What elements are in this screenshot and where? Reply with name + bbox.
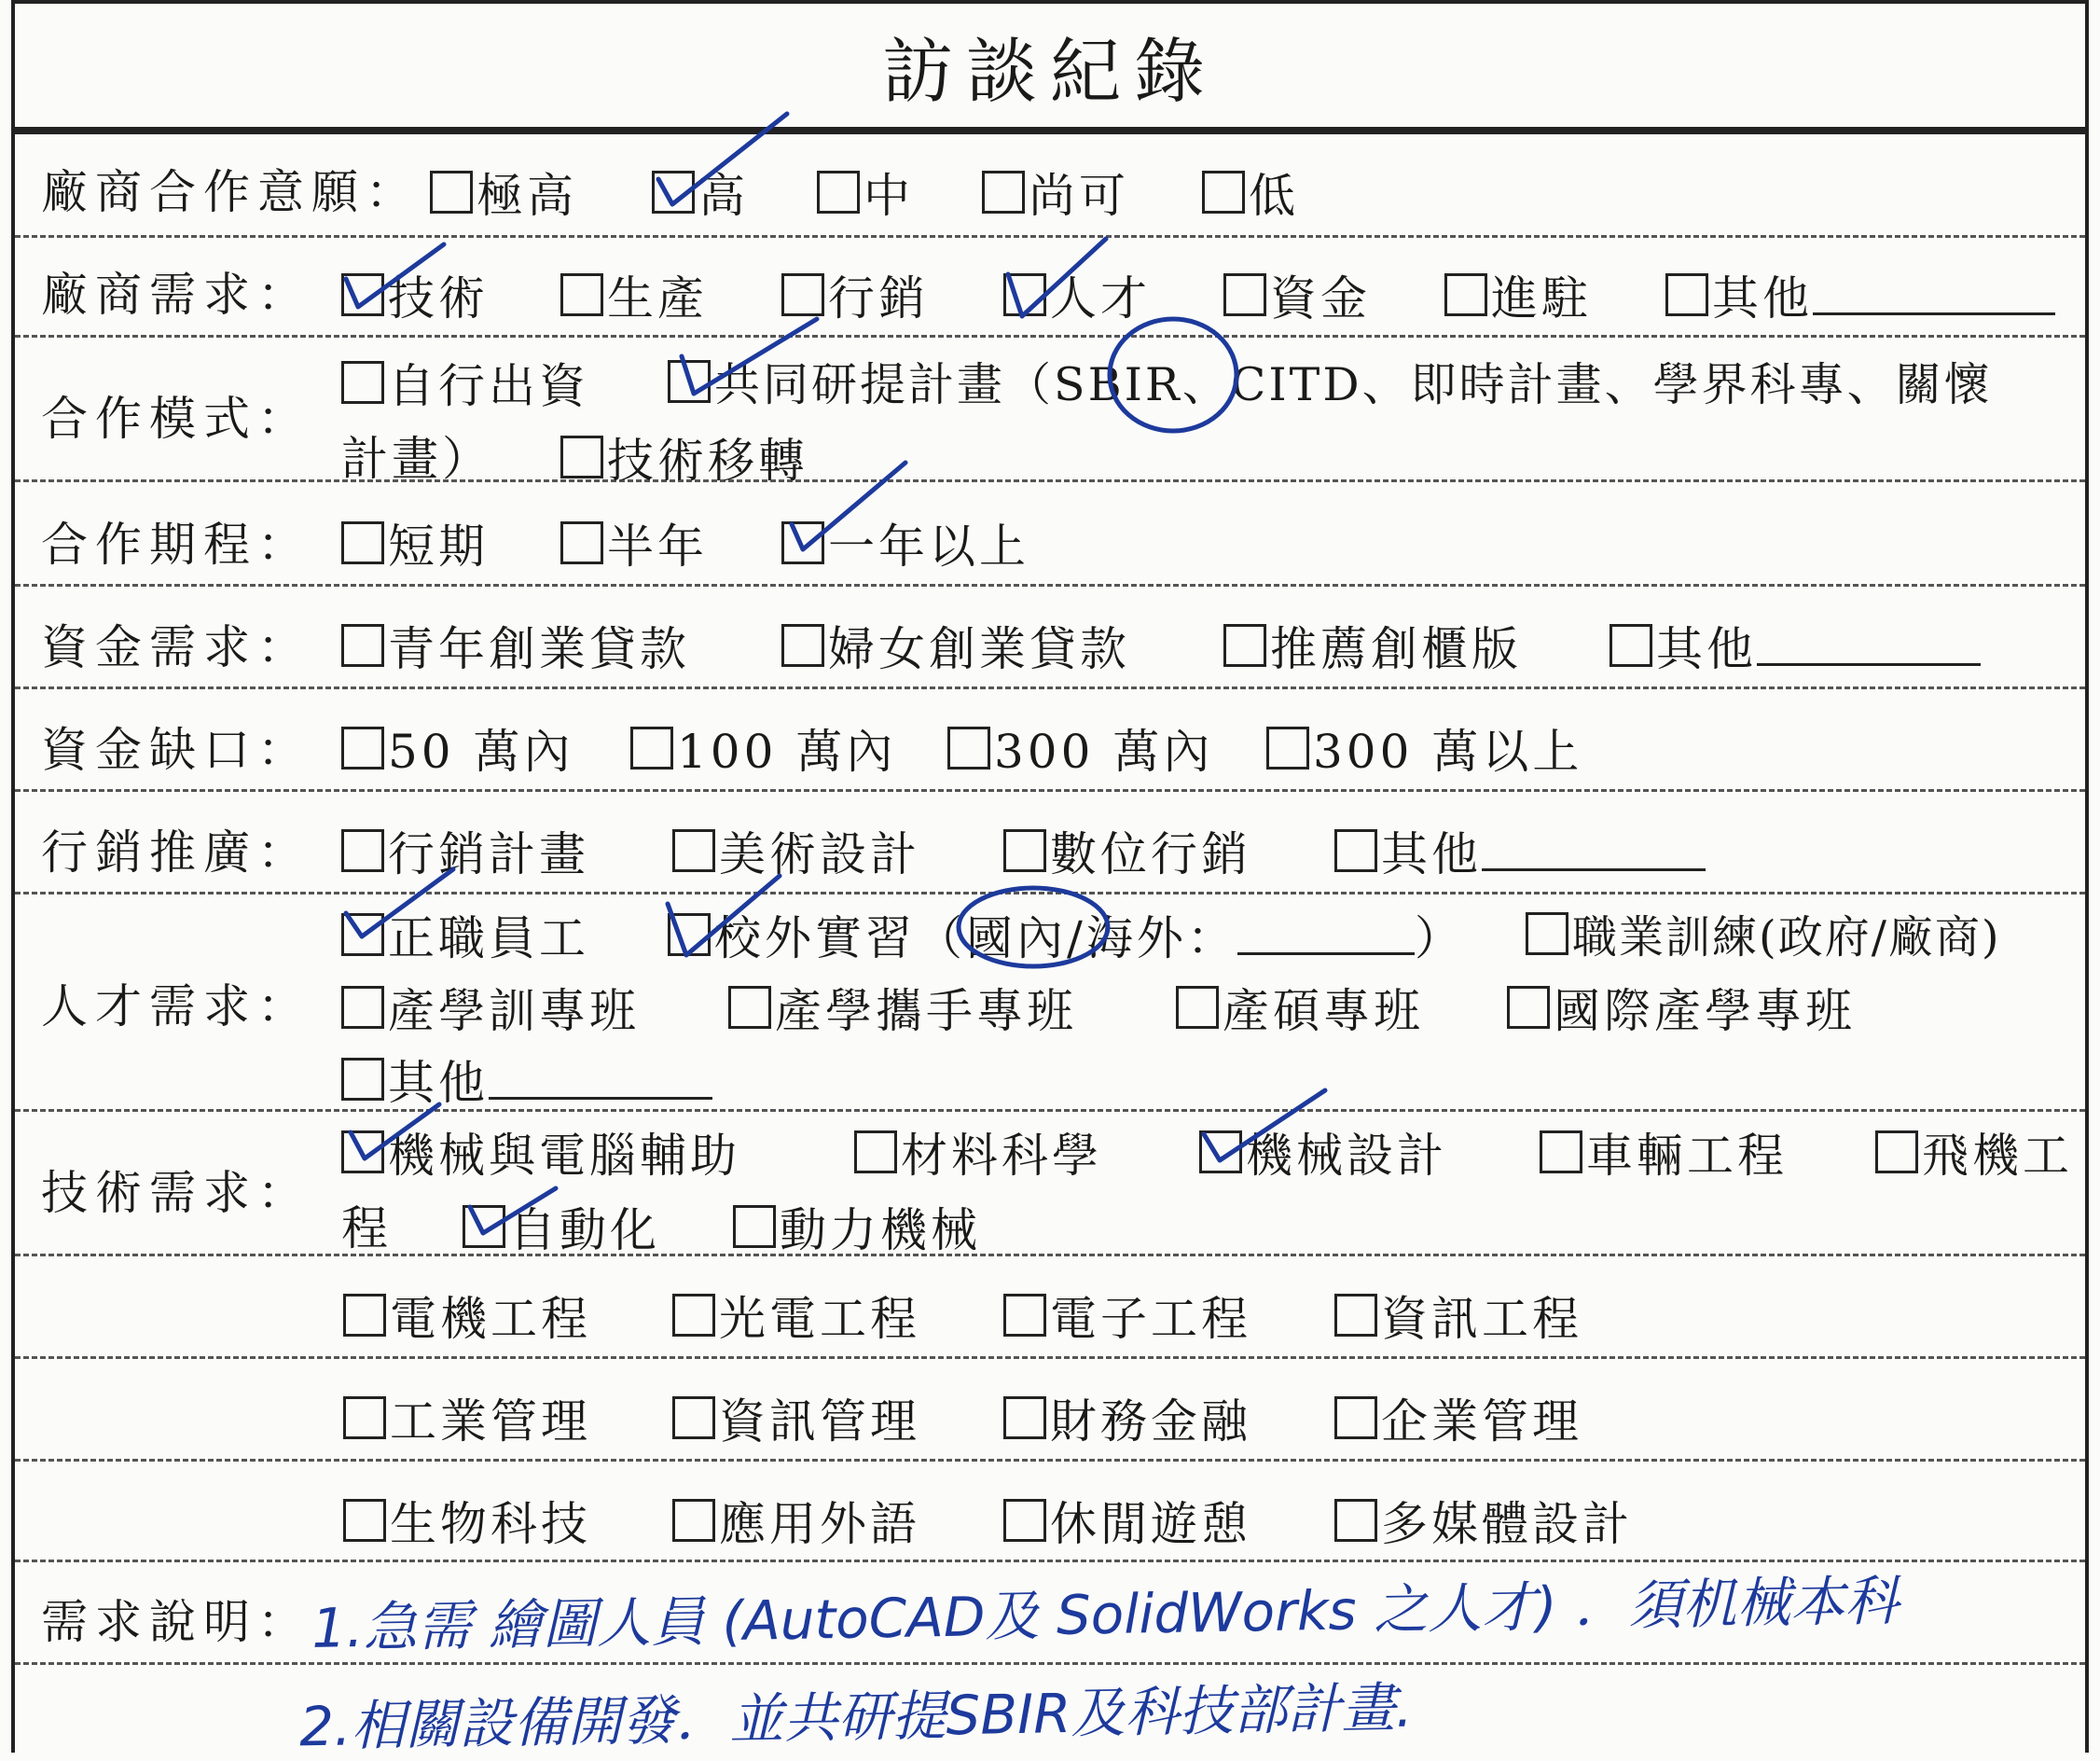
checkbox[interactable] xyxy=(1266,727,1309,770)
option-industry-academia-class[interactable]: 產學訓專班 xyxy=(341,974,640,1041)
checkbox[interactable] xyxy=(560,521,603,564)
checkbox[interactable] xyxy=(341,521,384,564)
checkbox[interactable] xyxy=(1176,986,1219,1029)
option-low[interactable]: 低 xyxy=(1202,159,1299,226)
checkbox[interactable] xyxy=(1334,1499,1377,1542)
option-fair[interactable]: 尚可 xyxy=(982,159,1129,226)
checkbox[interactable] xyxy=(341,829,384,872)
checkbox[interactable] xyxy=(341,986,384,1029)
checkbox[interactable] xyxy=(781,521,824,564)
checkbox[interactable] xyxy=(1003,829,1046,872)
checkbox[interactable] xyxy=(343,1396,386,1439)
divider xyxy=(15,584,2085,587)
checkbox[interactable] xyxy=(1540,1130,1582,1173)
option-recommend-gisa[interactable]: 推薦創櫃版 xyxy=(1223,612,1522,679)
option-mech-design[interactable]: 機械設計 xyxy=(1199,1118,1447,1186)
checkbox[interactable] xyxy=(672,829,715,872)
checkbox[interactable] xyxy=(560,436,603,478)
option-production[interactable]: 生產 xyxy=(560,261,708,328)
joint-proposal-continuation: 計畫） xyxy=(341,432,492,486)
option-electronics[interactable]: 電子工程 xyxy=(1003,1282,1251,1349)
option-high[interactable]: 高 xyxy=(652,159,749,226)
divider xyxy=(15,1356,2085,1359)
title-band xyxy=(15,4,2085,134)
checkbox[interactable] xyxy=(1202,171,1245,214)
divider xyxy=(15,789,2085,792)
checkbox[interactable] xyxy=(1444,273,1487,316)
divider xyxy=(15,892,2085,894)
checkbox[interactable] xyxy=(781,624,824,667)
option-marketing-plan[interactable]: 行銷計畫 xyxy=(341,817,589,884)
option-mech-computer-aided[interactable]: 機械與電腦輔助 xyxy=(341,1118,740,1186)
checkbox[interactable] xyxy=(1334,1396,1377,1439)
option-international-class[interactable]: 國際產學專班 xyxy=(1507,974,1856,1041)
divider xyxy=(15,335,2085,338)
option-digital-marketing[interactable]: 數位行銷 xyxy=(1003,817,1251,884)
option-medium[interactable]: 中 xyxy=(817,159,914,226)
option-biotechnology[interactable]: 生物科技 xyxy=(343,1487,591,1554)
divider xyxy=(15,686,2085,689)
option-power-machinery[interactable]: 動力機械 xyxy=(733,1193,981,1260)
option-under-100[interactable]: 100 萬內 xyxy=(630,714,896,782)
option-self-funded[interactable]: 自行出資 xyxy=(341,349,589,416)
handwritten-note-line-1: 1.急需 繪圖人員 (AutoCAD及 SolidWorks 之人才) ．須机械本科 xyxy=(311,1569,1900,1660)
option-marketing-other[interactable]: 其他 xyxy=(1334,817,1706,884)
checkbox[interactable] xyxy=(1223,273,1266,316)
marketing-label: 行銷推廣： xyxy=(41,825,311,880)
divider xyxy=(15,1459,2085,1462)
option-aircraft-engineering[interactable]: 飛機工 xyxy=(1875,1118,2073,1186)
checkbox[interactable] xyxy=(341,273,384,316)
option-information-management[interactable]: 資訊管理 xyxy=(672,1384,920,1451)
option-art-design[interactable]: 美術設計 xyxy=(672,817,920,884)
checkbox[interactable] xyxy=(630,727,673,770)
checkbox[interactable] xyxy=(341,1130,384,1173)
checkbox[interactable] xyxy=(652,171,695,214)
checkbox[interactable] xyxy=(672,1499,715,1542)
checkbox[interactable] xyxy=(1003,1396,1046,1439)
willingness-label: 廠商合作意願： xyxy=(41,165,420,219)
option-very-high[interactable]: 極高 xyxy=(430,159,577,226)
checkbox[interactable] xyxy=(672,1294,715,1337)
option-business-management[interactable]: 企業管理 xyxy=(1334,1384,1582,1451)
option-youth-loan[interactable]: 青年創業貸款 xyxy=(341,612,690,679)
checkbox[interactable] xyxy=(341,1058,384,1101)
checkbox[interactable] xyxy=(1003,273,1046,316)
option-short-term[interactable]: 短期 xyxy=(341,509,489,576)
funding-label: 資金需求： xyxy=(41,620,311,674)
option-residency[interactable]: 進駐 xyxy=(1444,261,1592,328)
option-technology[interactable]: 技術 xyxy=(341,261,489,328)
option-applied-languages[interactable]: 應用外語 xyxy=(672,1487,920,1554)
checkbox[interactable] xyxy=(1199,1130,1242,1173)
checkbox[interactable] xyxy=(1875,1130,1918,1173)
option-joint-proposal[interactable]: 共同研提計畫（SBIR、CITD、即時計畫、學界科專、關懷 xyxy=(668,349,1993,414)
option-capital[interactable]: 資金 xyxy=(1223,261,1371,328)
option-marketing[interactable]: 行銷 xyxy=(781,261,929,328)
checkbox[interactable] xyxy=(341,624,384,667)
blank-line[interactable] xyxy=(1237,915,1415,955)
option-other[interactable]: 其他 xyxy=(1665,261,2055,328)
option-talent-other[interactable]: 其他 xyxy=(341,1046,712,1113)
checkbox[interactable] xyxy=(728,986,771,1029)
option-multimedia-design[interactable]: 多媒體設計 xyxy=(1334,1487,1633,1554)
aircraft-engineering-continuation: 程 xyxy=(341,1201,392,1255)
checkbox[interactable] xyxy=(781,273,824,316)
checkbox[interactable] xyxy=(430,171,473,214)
blank-line[interactable] xyxy=(489,1060,712,1100)
option-tech-transfer[interactable]: 技術移轉 xyxy=(560,423,808,491)
divider xyxy=(15,235,2085,238)
option-funding-other[interactable]: 其他 xyxy=(1610,612,1981,679)
checkbox[interactable] xyxy=(1610,624,1652,667)
checkbox[interactable] xyxy=(668,913,711,956)
checkbox[interactable] xyxy=(1334,1294,1377,1337)
checkbox[interactable] xyxy=(1003,1294,1046,1337)
blank-line[interactable] xyxy=(1482,831,1706,871)
checkbox[interactable] xyxy=(463,1205,505,1248)
needs-label: 廠商需求： xyxy=(41,268,311,322)
checkbox[interactable] xyxy=(341,913,384,956)
option-industrial-management[interactable]: 工業管理 xyxy=(343,1384,591,1451)
form-title: 訪談紀錄 xyxy=(882,29,1218,113)
checkbox[interactable] xyxy=(1334,829,1377,872)
checkbox[interactable] xyxy=(1665,273,1708,316)
checkbox[interactable] xyxy=(668,360,711,403)
checkbox[interactable] xyxy=(343,1499,386,1542)
checkbox[interactable] xyxy=(733,1205,776,1248)
option-vehicle-engineering[interactable]: 車輛工程 xyxy=(1540,1118,1788,1186)
mode-label: 合作模式： xyxy=(41,392,311,446)
checkbox[interactable] xyxy=(982,171,1025,214)
checkbox[interactable] xyxy=(560,273,603,316)
option-optoelectronics[interactable]: 光電工程 xyxy=(672,1282,920,1349)
option-materials-science[interactable]: 材料科學 xyxy=(854,1118,1102,1186)
option-internship[interactable]: 校外實習（國內/海外： ） xyxy=(668,901,1465,968)
checkbox[interactable] xyxy=(341,361,384,404)
option-vocational-training[interactable]: 職業訓練(政府/廠商) xyxy=(1526,901,2001,965)
option-under-300[interactable]: 300 萬內 xyxy=(947,714,1213,782)
blank-line[interactable] xyxy=(1757,626,1981,666)
option-cooperative-class[interactable]: 產學攜手專班 xyxy=(728,974,1077,1041)
divider xyxy=(15,1254,2085,1256)
checkbox[interactable] xyxy=(672,1396,715,1439)
tech-label: 技術需求： xyxy=(41,1166,311,1220)
checkbox[interactable] xyxy=(1507,986,1550,1029)
option-over-one-year[interactable]: 一年以上 xyxy=(781,509,1029,576)
option-finance[interactable]: 財務金融 xyxy=(1003,1384,1251,1451)
interview-form xyxy=(11,0,2089,1759)
talent-label: 人才需求： xyxy=(41,979,311,1033)
option-full-time[interactable]: 正職員工 xyxy=(341,901,589,968)
option-talent[interactable]: 人才 xyxy=(1003,261,1151,328)
option-under-50[interactable]: 50 萬內 xyxy=(341,714,574,782)
checkbox[interactable] xyxy=(343,1294,386,1337)
description-label: 需求說明： xyxy=(41,1595,311,1649)
checkbox[interactable] xyxy=(947,727,990,770)
option-masters-class[interactable]: 產碩專班 xyxy=(1176,974,1424,1041)
option-automation[interactable]: 自動化 xyxy=(463,1193,660,1260)
checkbox[interactable] xyxy=(817,171,860,214)
option-over-300[interactable]: 300 萬以上 xyxy=(1266,714,1582,782)
checkbox[interactable] xyxy=(1526,912,1568,955)
checkbox[interactable] xyxy=(1003,1499,1046,1542)
handwritten-note-line-2: 2.相關設備開發．並共研提SBIR及科技部計畫. xyxy=(298,1675,1414,1759)
option-electrical-engineering[interactable]: 電機工程 xyxy=(343,1282,591,1349)
option-women-loan[interactable]: 婦女創業貸款 xyxy=(781,612,1130,679)
period-label: 合作期程： xyxy=(41,518,311,572)
option-information-engineering[interactable]: 資訊工程 xyxy=(1334,1282,1582,1349)
divider xyxy=(15,1109,2085,1112)
blank-line[interactable] xyxy=(1813,275,2055,315)
checkbox[interactable] xyxy=(1223,624,1266,667)
gap-label: 資金缺口： xyxy=(41,723,311,777)
checkbox[interactable] xyxy=(854,1130,897,1173)
checkbox[interactable] xyxy=(341,727,384,770)
option-leisure-recreation[interactable]: 休閒遊憩 xyxy=(1003,1487,1251,1554)
option-half-year[interactable]: 半年 xyxy=(560,509,708,576)
divider xyxy=(15,479,2085,482)
